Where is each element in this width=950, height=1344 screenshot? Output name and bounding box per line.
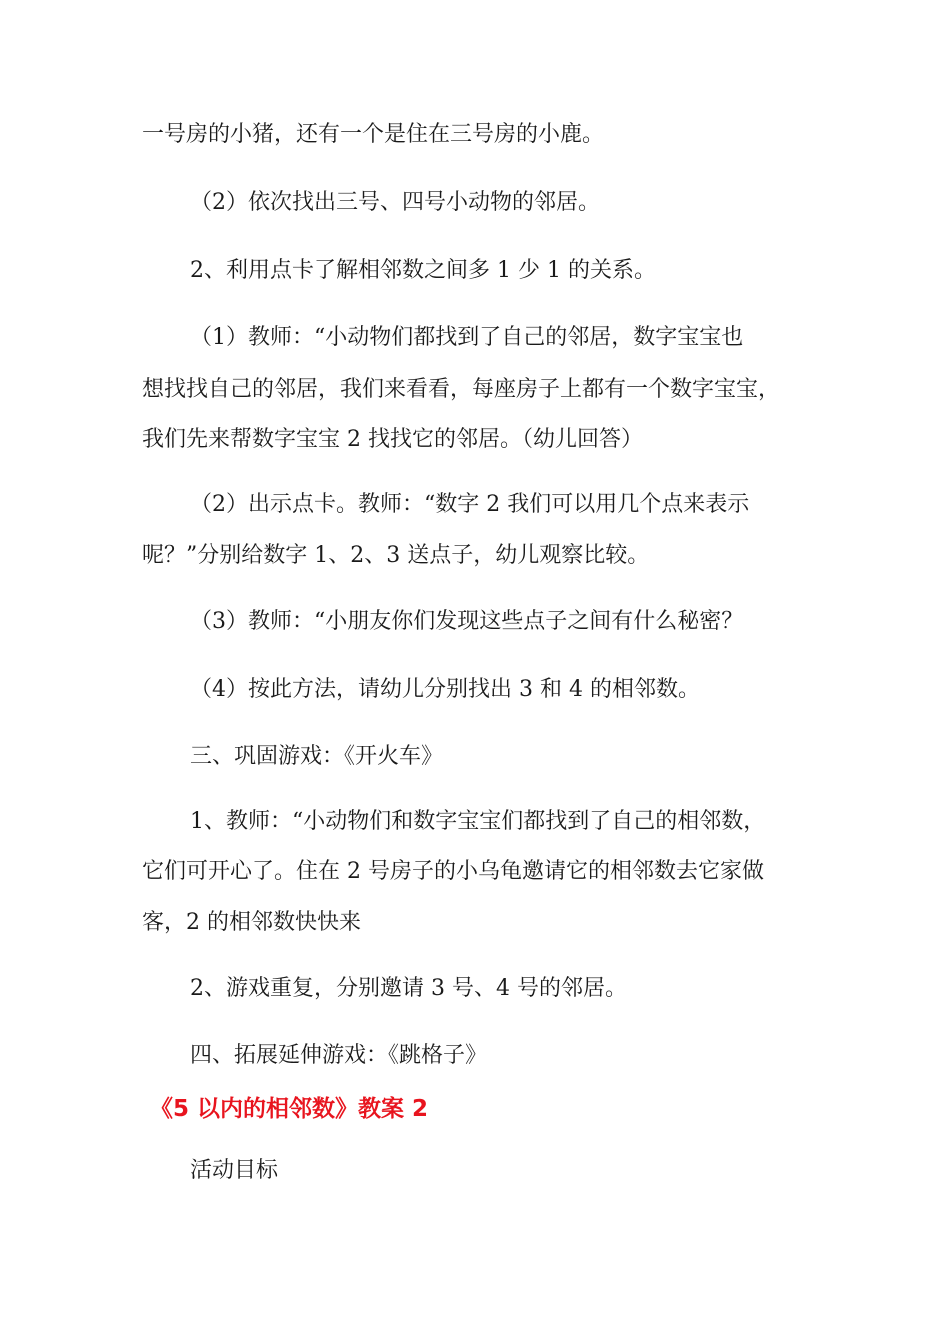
paragraph-line: 四、拓展延伸游戏：《跳格子》 — [190, 1043, 488, 1068]
paragraph-line: 呢？”分别给数字 1、2、3 送点子，幼儿观察比较。 — [142, 543, 650, 568]
paragraph-line: （1）教师：“小动物们都找到了自己的邻居，数字宝宝也 — [190, 325, 744, 350]
paragraph-line: （3）教师：“小朋友你们发现这些点子之间有什么秘密？ — [190, 609, 744, 634]
section-heading: 《5 以内的相邻数》教案 2 — [150, 1096, 429, 1122]
paragraph-line: （2）依次找出三号、四号小动物的邻居。 — [190, 190, 600, 215]
paragraph-line: （2）出示点卡。教师：“数字 2 我们可以用几个点来表示 — [190, 492, 750, 517]
paragraph-line: 客，2 的相邻数快快来 — [142, 910, 361, 935]
paragraph-line: 三、巩固游戏：《开火车》 — [190, 744, 444, 769]
paragraph-line: 想找找自己的邻居，我们来看看，每座房子上都有一个数字宝宝， — [142, 377, 781, 402]
paragraph-line: 2、利用点卡了解相邻数之间多 1 少 1 的关系。 — [190, 258, 656, 283]
paragraph-line: 它们可开心了。住在 2 号房子的小乌龟邀请它的相邻数去它家做 — [142, 859, 764, 884]
paragraph-line: 我们先来帮数字宝宝 2 找找它的邻居。（幼儿回答） — [142, 427, 643, 452]
paragraph-line: 1、教师：“小动物们和数字宝宝们都找到了自己的相邻数， — [190, 809, 766, 834]
paragraph-line: 一号房的小猪，还有一个是住在三号房的小鹿。 — [142, 122, 605, 147]
paragraph-line: 2、游戏重复，分别邀请 3 号、4 号的邻居。 — [190, 976, 627, 1001]
subheading: 活动目标 — [190, 1158, 279, 1183]
paragraph-line: （4）按此方法，请幼儿分别找出 3 和 4 的相邻数。 — [190, 677, 700, 702]
